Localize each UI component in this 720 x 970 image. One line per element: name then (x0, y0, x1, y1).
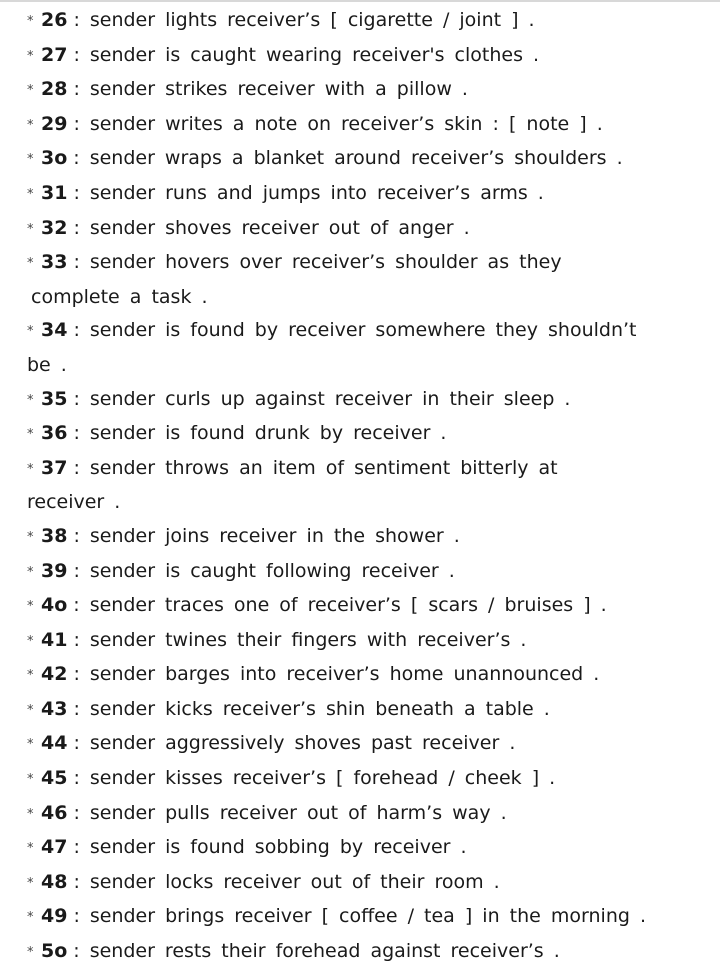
item-colon: : (73, 181, 80, 204)
item-text: sender hovers over receiver’s shoulder as they (89, 251, 562, 274)
item-colon: : (73, 78, 80, 101)
item-number: 39 (41, 559, 68, 582)
list-item (0, 762, 720, 797)
item-text: sender joins receiver in the shower . (89, 524, 460, 547)
list-item (0, 39, 720, 74)
item-colon: : (73, 422, 80, 445)
item-colon: : (73, 524, 80, 547)
item-text: sender rests their forehead against receiver’s . (89, 940, 560, 963)
item-text: sender is found by receiver somewhere they shouldn’t (89, 319, 637, 342)
bullet-icon: * (27, 427, 34, 443)
item-colon: : (73, 767, 80, 790)
item-text: sender shoves receiver out of anger . (89, 216, 470, 239)
bullet-icon: * (27, 841, 34, 857)
bullet-icon: * (27, 83, 34, 99)
item-text: sender is caught following receiver . (89, 559, 455, 582)
list-item (0, 452, 720, 520)
item-text: sender barges into receiver’s home unannounced . (89, 663, 600, 686)
item-number: 32 (41, 216, 68, 239)
bullet-icon: * (27, 256, 34, 272)
list-item (0, 797, 720, 832)
item-colon: : (73, 836, 80, 859)
bullet-icon: * (27, 152, 34, 168)
list-item (0, 142, 720, 177)
item-colon: : (73, 732, 80, 755)
bullet-icon: * (27, 221, 34, 237)
bullet-icon: * (27, 599, 34, 615)
item-colon: : (73, 9, 80, 31)
item-colon: : (73, 594, 80, 617)
bullet-icon: * (27, 633, 34, 649)
list-item (0, 589, 720, 624)
item-number: 34 (41, 319, 68, 342)
list-item (0, 900, 720, 935)
item-number: 31 (41, 181, 68, 204)
bullet-icon: * (27, 772, 34, 788)
list-item (0, 624, 720, 659)
item-text: sender kisses receiver’s [ forehead / cheek ] . (89, 767, 556, 790)
item-text: sender is found drunk by receiver . (89, 422, 447, 445)
list-item (0, 212, 720, 247)
item-number: 44 (41, 732, 68, 755)
item-text: sender writes a note on receiver’s skin : [ note ] . (89, 112, 603, 135)
list-item (0, 831, 720, 866)
list-item (0, 73, 720, 108)
item-text: sender lights receiver’s [ cigarette / joint ] . (89, 9, 535, 31)
bullet-icon: * (27, 117, 34, 133)
list-item (0, 383, 720, 418)
item-text: sender wraps a blanket around receiver’s shoulders . (89, 147, 623, 170)
list-item (0, 658, 720, 693)
item-text: sender brings receiver [ coffee / tea ] in the morning . (89, 905, 647, 928)
item-text: sender is caught wearing receiver's clothes . (89, 43, 540, 66)
item-number: 43 (41, 697, 68, 720)
bullet-icon: * (27, 702, 34, 718)
bullet-icon: * (27, 461, 34, 477)
item-number: 38 (41, 524, 68, 547)
item-number: 3o (41, 147, 68, 170)
item-text: sender pulls receiver out of harm’s way . (89, 801, 507, 824)
item-text-continued: be . (27, 353, 67, 376)
list-item (0, 866, 720, 901)
item-text-continued: complete a task . (31, 285, 208, 308)
item-colon: : (73, 43, 80, 66)
item-number: 47 (41, 836, 68, 859)
list-item (0, 4, 720, 39)
bullet-icon: * (27, 392, 34, 408)
bullet-icon: * (27, 324, 34, 340)
bullet-icon: * (27, 806, 34, 822)
item-colon: : (73, 456, 80, 479)
bullet-icon: * (27, 910, 34, 926)
bullet-icon: * (27, 737, 34, 753)
bullet-icon: * (27, 48, 34, 64)
list-item (0, 693, 720, 728)
item-colon: : (73, 319, 80, 342)
bullet-icon: * (27, 529, 34, 545)
item-number: 26 (41, 9, 68, 31)
item-number: 46 (41, 801, 68, 824)
item-number: 33 (41, 251, 68, 274)
list-item (0, 246, 720, 314)
list-item (0, 520, 720, 555)
item-colon: : (73, 559, 80, 582)
item-number: 48 (41, 870, 68, 893)
top-divider (0, 0, 720, 2)
item-colon: : (73, 940, 80, 963)
list-item (0, 314, 720, 382)
prompt-list (0, 4, 720, 970)
item-colon: : (73, 870, 80, 893)
item-text: sender kicks receiver’s shin beneath a table . (89, 697, 550, 720)
item-colon: : (73, 387, 80, 410)
item-colon: : (73, 112, 80, 135)
item-colon: : (73, 147, 80, 170)
item-number: 45 (41, 767, 68, 790)
item-text: sender throws an item of sentiment bitterly at (89, 456, 558, 479)
item-number: 49 (41, 905, 68, 928)
bullet-icon: * (27, 668, 34, 684)
bullet-icon: * (27, 875, 34, 891)
item-text: sender locks receiver out of their room . (89, 870, 500, 893)
item-number: 4o (41, 594, 68, 617)
bullet-icon: * (27, 186, 34, 202)
item-colon: : (73, 216, 80, 239)
item-text-continued: receiver . (27, 491, 121, 514)
item-number: 41 (41, 628, 68, 651)
list-item (0, 727, 720, 762)
item-text: sender strikes receiver with a pillow . (89, 78, 468, 101)
item-number: 35 (41, 387, 68, 410)
item-number: 27 (41, 43, 68, 66)
item-text: sender twines their fingers with receiver’s . (89, 628, 527, 651)
item-number: 28 (41, 78, 68, 101)
item-colon: : (73, 905, 80, 928)
item-text: sender aggressively shoves past receiver . (89, 732, 516, 755)
item-number: 42 (41, 663, 68, 686)
item-colon: : (73, 801, 80, 824)
bullet-icon: * (27, 564, 34, 580)
item-number: 5o (41, 940, 68, 963)
list-item (0, 177, 720, 212)
item-text: sender traces one of receiver’s [ scars / bruises ] . (89, 594, 607, 617)
bullet-icon: * (27, 14, 34, 29)
item-text: sender is found sobbing by receiver . (89, 836, 467, 859)
item-number: 29 (41, 112, 68, 135)
list-item (0, 555, 720, 590)
bullet-icon: * (27, 945, 34, 961)
item-colon: : (73, 663, 80, 686)
item-colon: : (73, 697, 80, 720)
item-number: 37 (41, 456, 68, 479)
item-colon: : (73, 251, 80, 274)
list-item (0, 935, 720, 970)
item-colon: : (73, 628, 80, 651)
item-number: 36 (41, 422, 68, 445)
list-item (0, 417, 720, 452)
list-item (0, 108, 720, 143)
item-text: sender curls up against receiver in their sleep . (89, 387, 571, 410)
item-text: sender runs and jumps into receiver’s arms . (89, 181, 544, 204)
